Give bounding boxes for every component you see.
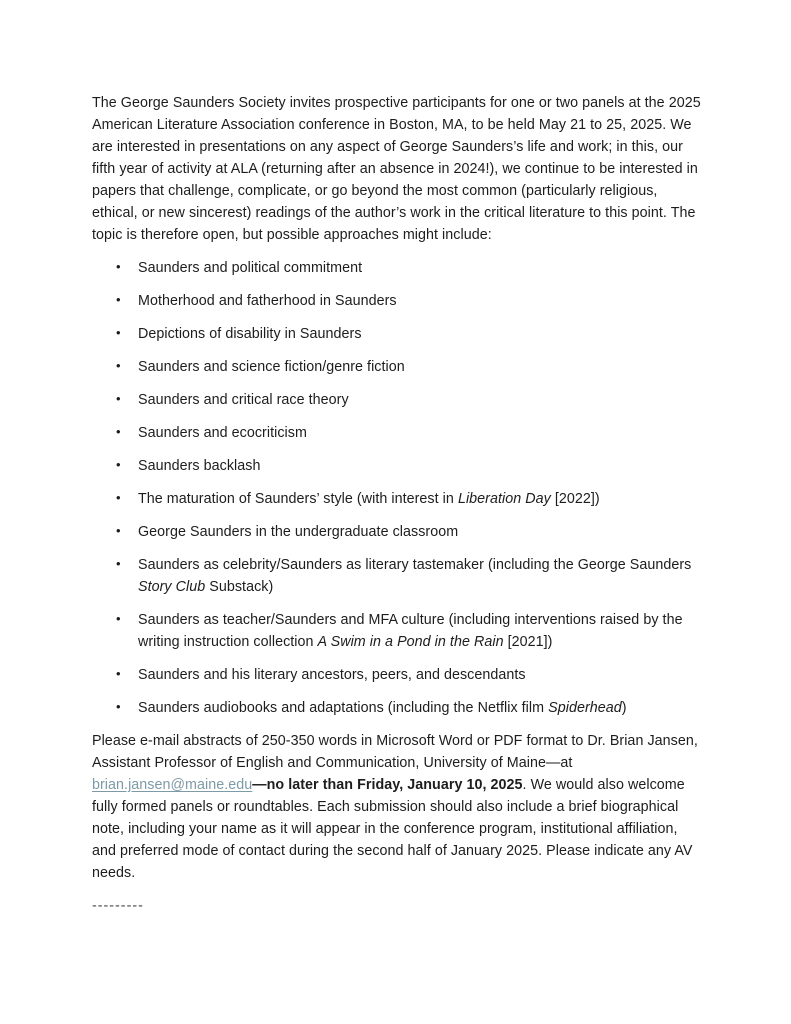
bullet-icon: • — [116, 611, 121, 626]
text-run: Saunders and his literary ancestors, peers, and descendants — [138, 667, 526, 683]
bullet-icon: • — [116, 292, 121, 307]
topic-item — [92, 422, 704, 444]
text-run: Please e-mail abstracts of 250-350 words in Microsoft Word or PDF format to Dr. Brian Jansen, Assistant Professor of English and Communication, University of Maine—at — [92, 733, 698, 771]
bullet-icon: • — [116, 358, 121, 373]
topic-item — [92, 697, 704, 719]
topic-item — [92, 521, 704, 543]
text-run: Saunders backlash — [138, 458, 261, 474]
text-run: [2022]) — [550, 491, 600, 507]
deadline-bold-text: —no later than Friday, January 10, 2025 — [252, 777, 523, 793]
topics-list — [92, 257, 704, 719]
intro-paragraph: The George Saunders Society invites prospective participants for one or two panels at the 2025 American Literature Association conference in Boston, MA, to be held May 21 to 25, 2025. We are interested in presentations on any aspect of George Saunders’s life and work; in this, our fifth year of activity at ALA (returning after an absence in 2024!), we continue to be interested in papers that challenge, complicate, or go beyond the most common (particularly religious, ethical, or new sincerest) readings of the author’s work in the critical literature to this point. The topic is therefore open, but possible approaches might include: — [92, 95, 701, 243]
topic-item — [92, 389, 704, 411]
topic-item — [92, 290, 704, 312]
text-run: Motherhood and fatherhood in Saunders — [138, 293, 397, 309]
text-run: Saunders and political commitment — [138, 260, 363, 276]
topic-item — [92, 609, 704, 653]
text-run: [2021]) — [503, 634, 553, 650]
bullet-icon: • — [116, 666, 121, 681]
bullet-icon: • — [116, 699, 121, 714]
text-run: Saunders as celebrity/Saunders as literary tastemaker (including the George Saunders — [138, 557, 692, 573]
text-run: George Saunders in the undergraduate classroom — [138, 524, 459, 540]
text-run: . We would also welcome fully formed panels or roundtables. Each submission should also include a brief biographical note, including your name as it will appear in the conference program, institutional affiliation, and preferred mode of contact during the second half of January 2025. Please indicate any AV needs. — [92, 777, 693, 881]
text-run: The maturation of Saunders’ style (with interest in — [138, 491, 458, 507]
document-content — [92, 92, 704, 931]
email-link[interactable]: brian.jansen@maine.edu — [92, 777, 253, 793]
bullet-icon: • — [116, 556, 121, 571]
text-run: Substack) — [205, 579, 274, 595]
text-run: ) — [621, 700, 627, 716]
topic-item — [92, 488, 704, 510]
text-run: Depictions of disability in Saunders — [138, 326, 362, 342]
italic-title: Liberation Day — [457, 491, 551, 507]
bullet-icon: • — [116, 259, 121, 274]
bullet-icon: • — [116, 490, 121, 505]
topic-item — [92, 257, 704, 279]
italic-title: A Swim in a Pond in the Rain — [317, 634, 504, 650]
topic-item — [92, 323, 704, 345]
separator-dashes: --------- — [92, 898, 144, 914]
topic-item — [92, 455, 704, 477]
bullet-icon: • — [116, 424, 121, 439]
closing-paragraph — [92, 730, 704, 884]
topic-item — [92, 664, 704, 686]
text-run: Saunders and ecocriticism — [138, 425, 307, 441]
bullet-icon: • — [116, 457, 121, 472]
italic-title: Spiderhead — [548, 700, 622, 716]
topic-item — [92, 554, 704, 598]
topic-item — [92, 356, 704, 378]
bullet-icon: • — [116, 391, 121, 406]
text-run: Saunders audiobooks and adaptations (including the Netflix film — [138, 700, 549, 716]
text-run: Saunders and science fiction/genre fiction — [138, 359, 405, 375]
text-run: Saunders and critical race theory — [138, 392, 349, 408]
text-run: Saunders as teacher/Saunders and MFA culture (including interventions raised by the writing instruction collection — [138, 612, 683, 650]
italic-title: Story Club — [138, 579, 206, 595]
bullet-icon: • — [116, 325, 121, 340]
bullet-icon: • — [116, 523, 121, 538]
